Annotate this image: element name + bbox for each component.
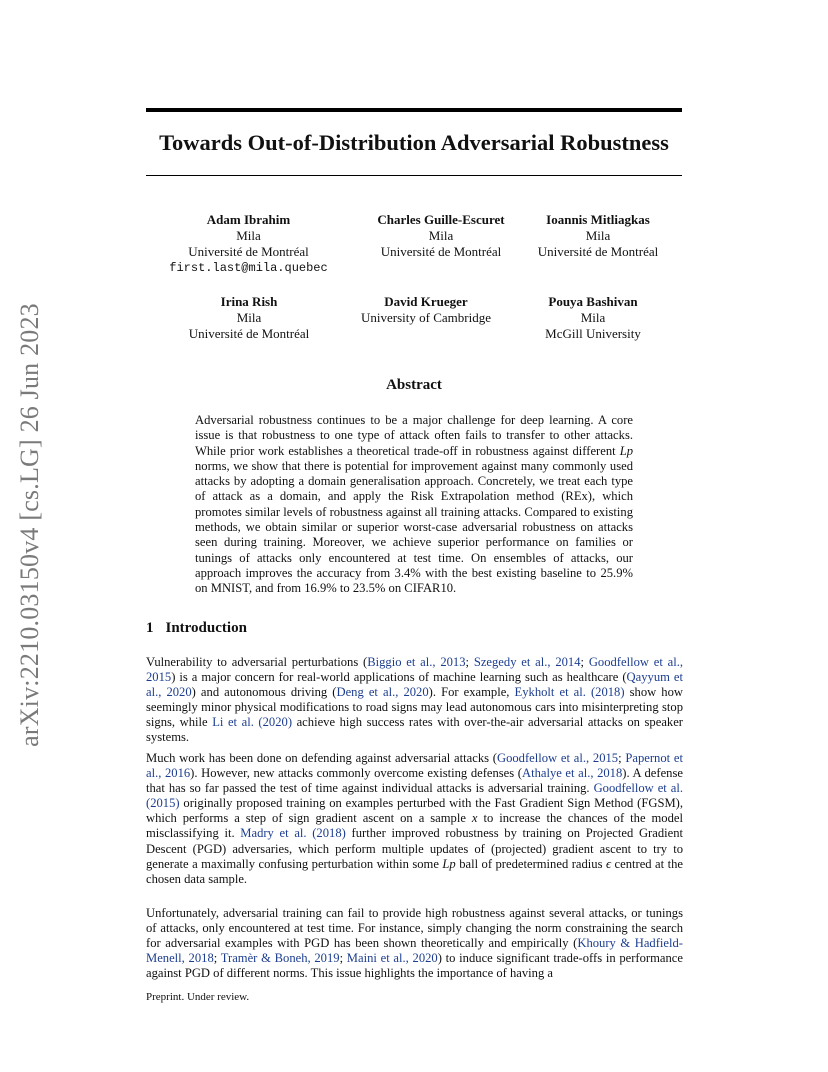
title-top-rule xyxy=(146,108,682,112)
citation-link[interactable]: Qayyum et al., 2020 xyxy=(146,670,684,700)
author-affiliation: Université de Montréal xyxy=(537,244,659,259)
citation-link[interactable]: Li et al. (2020) xyxy=(212,715,293,730)
author-name: Ioannis Mitliagkas xyxy=(546,212,650,227)
math-symbol: x xyxy=(471,811,478,826)
author-name: David Krueger xyxy=(384,294,468,309)
section-number: 1 xyxy=(146,620,154,636)
citation-link[interactable]: Goodfellow et al., 2015 xyxy=(496,751,619,765)
author-block xyxy=(351,294,501,326)
citation-link[interactable]: Madry et al. (2018) xyxy=(240,826,346,841)
intro-paragraph-2: Much work has been done on defending against adversarial attacks (Goodfellow et al., 2015; Papernot et al., 2016). However, new attacks commonly overcome existing defenses (Athalye et al., 2018). A defense that has so far passed the test of time against individual attacks is adversarial training. Goodfellow et al. (2015) originally proposed training on examples perturbed with the Fast Gradient Sign Method (FGSM), which performs a step of sign gradient ascent on a sample x to increase the chances of the model misclassifying it. Madry et al. (2018) further improved robustness by training on Projected Gradient Descent (PGD) adversaries, which perform multiple updates of (projected) gradient ascent to try to generate a maximally confusing perturbation within some Lp ball of predetermined radius ϵ centred at the chosen data sample. xyxy=(146,751,684,886)
paper-title: Towards Out-of-Distribution Adversarial Robustness xyxy=(159,130,669,155)
citation-link[interactable]: Szegedy et al., 2014 xyxy=(473,655,581,669)
section-title: Introduction xyxy=(165,620,247,636)
author-block xyxy=(518,294,668,342)
author-affiliation: McGill University xyxy=(545,326,641,341)
preprint-footer: Preprint. Under review. xyxy=(146,991,250,1003)
abstract-heading: Abstract xyxy=(386,377,442,393)
author-affiliation: Mila xyxy=(428,228,454,243)
citation-link[interactable]: Deng et al., 2020 xyxy=(336,685,429,700)
citation-link[interactable]: Eykholt et al. (2018) xyxy=(514,685,625,700)
abstract-text: Adversarial robustness continues to be a major challenge for deep learning. A core issue is that robustness to one type of attack often fails to transfer to other attacks. While prior work establishes a theoretical trade-off in robustness against different Lp norms, we show that there is potential for improvement against many commonly used attacks by adopting a domain generalisation approach. Concretely, we treat each type of attack as a domain, and apply the Risk Extrapolation method (REx), which promotes similar levels of robustness against all training attacks. Compared to existing methods, we obtain similar or superior worst-case adversarial robustness on attacks seen during training. Moreover, we achieve superior performance on families or tunings of attacks only encountered at test time. On ensembles of attacks, our approach improves the accuracy from 3.4% with the best existing baseline to 25.9% on MNIST, and from 16.9% to 23.5% on CIFAR10. xyxy=(195,413,633,596)
author-block xyxy=(518,212,678,260)
section-heading xyxy=(146,620,247,637)
intro-paragraph-1: Vulnerability to adversarial perturbations (Biggio et al., 2013; Szegedy et al., 2014; Goodfellow et al., 2015) is a major concern for real-world applications of machine learning such as healthcare (Qayyum et al., 2020) and autonomous driving (Deng et al., 2020). For example, Eykholt et al. (2018) show how seemingly minor physical modifications to road signs may lead autonomous cars into misinterpreting stop signs, while Li et al. (2020) achieve high success rates with over-the-air adversarial attacks on speaker systems. xyxy=(146,655,684,745)
author-affiliation: University of Cambridge xyxy=(361,310,491,325)
author-block xyxy=(174,294,324,342)
author-block xyxy=(161,212,336,276)
math-symbol: ϵ xyxy=(605,856,612,871)
author-affiliation: Université de Montréal xyxy=(188,244,309,259)
author-affiliation: Université de Montréal xyxy=(380,244,502,259)
author-block xyxy=(351,212,531,260)
author-email: first.last@mila.quebec xyxy=(169,261,328,275)
math-symbol: Lp xyxy=(442,856,456,871)
citation-link[interactable]: Maini et al., 2020 xyxy=(346,951,438,966)
arxiv-identifier-text: arXiv:2210.03150v4 [cs.LG] 26 Jun 2023 xyxy=(15,303,44,747)
citation-link[interactable]: Biggio et al., 2013 xyxy=(367,655,466,669)
citation-link[interactable]: Khoury & Hadfield-Menell, 2018 xyxy=(146,936,683,966)
author-affiliation: Mila xyxy=(580,310,606,325)
arxiv-identifier xyxy=(13,290,47,760)
citation-link[interactable]: Tramèr & Boneh, 2019 xyxy=(220,951,340,966)
citation-link[interactable]: Goodfellow et al., 2015 xyxy=(146,655,684,685)
author-affiliation: Mila xyxy=(236,228,261,243)
author-affiliation: Mila xyxy=(236,310,262,325)
lp-norm-symbol: Lp xyxy=(619,443,633,458)
author-affiliation: Université de Montréal xyxy=(188,326,310,341)
title-bottom-rule xyxy=(146,175,682,176)
author-affiliation: Mila xyxy=(585,228,611,243)
author-name: Charles Guille-Escuret xyxy=(377,212,505,227)
author-name: Irina Rish xyxy=(220,294,278,309)
intro-paragraph-3: Unfortunately, adversarial training can fail to provide high robustness against several attacks, or tunings of attacks, only encountered at test time. For instance, simply changing the norm constraining the search for adversarial examples with PGD has been shown theoretically and empirically (Khoury & Hadfield-Menell, 2018; Tramèr & Boneh, 2019; Maini et al., 2020) to induce significant trade-offs in performance against PGD of different norms. This issue highlights the importance of having a xyxy=(146,906,683,981)
author-name: Pouya Bashivan xyxy=(548,294,638,309)
citation-link[interactable]: Athalye et al., 2018 xyxy=(521,766,623,781)
citation-link[interactable]: Goodfellow et al. (2015) xyxy=(146,781,684,811)
author-name: Adam Ibrahim xyxy=(206,212,291,227)
citation-link[interactable]: Papernot et al., 2016 xyxy=(146,751,683,781)
